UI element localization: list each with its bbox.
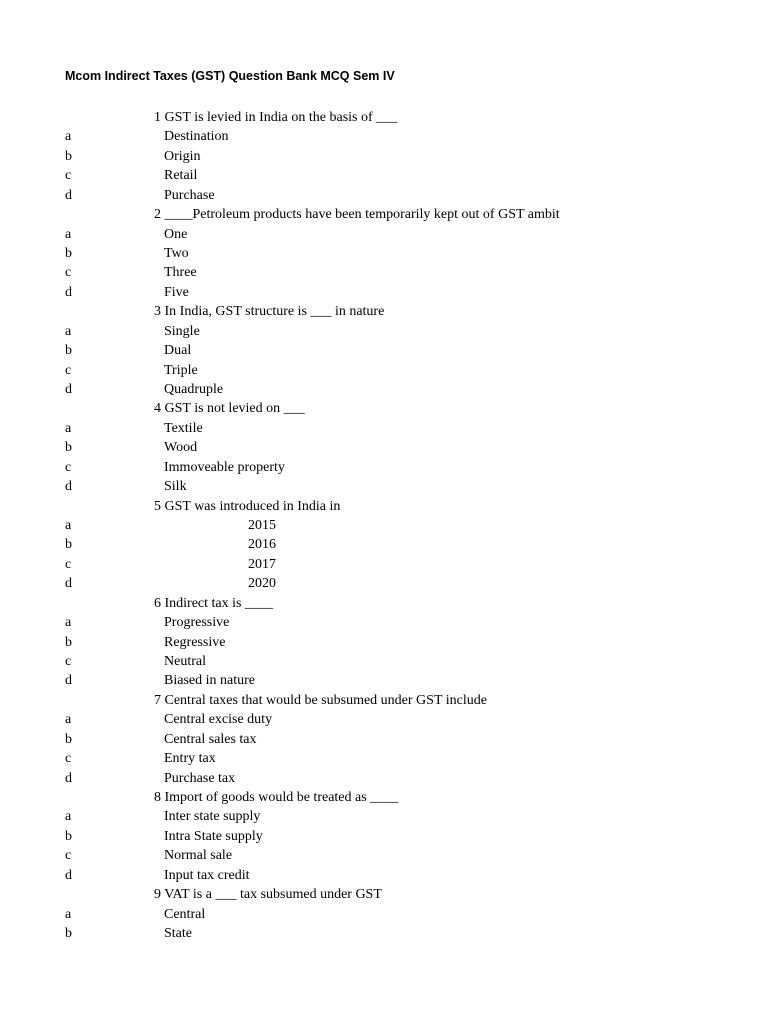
option-text: Biased in nature — [164, 673, 255, 689]
option-text: Entry tax — [164, 751, 216, 767]
option-letter: d — [65, 576, 72, 592]
question — [0, 497, 768, 516]
option-row — [0, 458, 768, 477]
option-text: Neutral — [164, 654, 206, 670]
question-text: 2 ____Petroleum products have been temporarily kept out of GST ambit — [154, 207, 560, 223]
option-text: Three — [164, 265, 197, 281]
option-letter: a — [65, 809, 72, 825]
option-row — [0, 574, 768, 593]
option-text: Purchase — [164, 187, 215, 203]
option-row — [0, 419, 768, 438]
option-text: Central — [164, 906, 206, 922]
option-row — [0, 438, 768, 457]
option-letter: d — [65, 867, 72, 883]
question — [0, 399, 768, 418]
option-text: Origin — [164, 148, 201, 164]
option-letter: b — [65, 634, 72, 650]
option-text: Immoveable property — [164, 459, 285, 475]
question-text: 6 Indirect tax is ____ — [154, 595, 273, 611]
option-text: 2015 — [248, 518, 276, 534]
option-text: Retail — [164, 168, 198, 184]
question-text: 4 GST is not levied on ___ — [154, 401, 305, 417]
option-row — [0, 127, 768, 146]
option-letter: b — [65, 828, 72, 844]
option-text: Two — [164, 246, 189, 261]
option-letter: a — [65, 420, 72, 436]
option-row — [0, 225, 768, 244]
option-row — [0, 535, 768, 554]
option-text: Progressive — [164, 615, 230, 631]
option-row — [0, 652, 768, 671]
option-letter: a — [65, 615, 72, 631]
option-row — [0, 671, 768, 690]
option-text: Five — [164, 284, 189, 300]
option-row — [0, 710, 768, 729]
option-letter: d — [65, 673, 72, 689]
option-row — [0, 846, 768, 865]
question-text: 7 Central taxes that would be subsumed under GST include — [154, 692, 487, 708]
option-text: Central excise duty — [164, 712, 273, 728]
option-row — [0, 516, 768, 535]
option-text: 2017 — [248, 556, 276, 572]
option-row — [0, 341, 768, 360]
option-row — [0, 730, 768, 749]
option-letter: a — [65, 712, 72, 728]
question — [0, 302, 768, 321]
option-text: Regressive — [164, 634, 226, 650]
option-letter: b — [65, 926, 72, 942]
option-letter: a — [65, 906, 72, 922]
option-letter: d — [65, 382, 72, 398]
option-letter: c — [65, 168, 72, 184]
option-letter: d — [65, 770, 72, 786]
option-row — [0, 477, 768, 496]
option-text: Quadruple — [164, 382, 224, 398]
option-letter: c — [65, 654, 72, 670]
option-letter: b — [65, 343, 72, 359]
option-text: 2020 — [248, 576, 276, 592]
option-letter: a — [65, 226, 72, 242]
option-text: Input tax credit — [164, 867, 250, 883]
option-text: Purchase tax — [164, 770, 236, 786]
option-text: Intra State supply — [164, 828, 263, 844]
option-text: State — [164, 926, 192, 942]
question — [0, 885, 768, 904]
option-text: Destination — [164, 129, 229, 145]
option-text: Dual — [164, 343, 192, 359]
option-row — [0, 147, 768, 166]
question-text: 5 GST was introduced in India in — [154, 498, 341, 514]
option-text: 2016 — [248, 537, 276, 553]
option-text: Silk — [164, 479, 187, 495]
question-text: 3 In India, GST structure is ___ in nature — [154, 304, 385, 320]
option-letter: c — [65, 459, 72, 475]
option-text: Normal sale — [164, 848, 233, 864]
option-row — [0, 244, 768, 263]
option-letter: c — [65, 265, 72, 281]
option-letter: b — [65, 148, 72, 164]
option-letter: c — [65, 848, 72, 864]
option-row — [0, 380, 768, 399]
option-text: Single — [164, 323, 200, 339]
option-letter: a — [65, 129, 72, 145]
option-row — [0, 905, 768, 924]
option-letter: d — [65, 284, 72, 300]
option-row — [0, 769, 768, 788]
option-row — [0, 322, 768, 341]
option-letter: b — [65, 537, 72, 553]
option-row — [0, 827, 768, 846]
question — [0, 205, 768, 224]
question — [0, 594, 768, 613]
option-row — [0, 613, 768, 632]
option-row — [0, 283, 768, 302]
option-text: Triple — [164, 362, 198, 378]
question-text: 8 Import of goods would be treated as ____ — [154, 790, 399, 806]
option-letter: d — [65, 479, 72, 495]
question — [0, 788, 768, 807]
page-title: Mcom Indirect Taxes (GST) Question Bank MCQ Sem IV — [65, 69, 395, 83]
question — [0, 691, 768, 710]
option-letter: c — [65, 556, 72, 572]
option-text: Central sales tax — [164, 731, 257, 747]
option-letter: c — [65, 751, 72, 767]
question — [0, 108, 768, 127]
option-text: One — [164, 226, 188, 242]
option-letter: a — [65, 518, 72, 534]
option-letter: d — [65, 187, 72, 203]
option-text: Textile — [164, 420, 203, 436]
option-row — [0, 633, 768, 652]
option-letter: b — [65, 246, 72, 261]
option-row — [0, 263, 768, 282]
option-row — [0, 807, 768, 826]
question-text: 1 GST is levied in India on the basis of ___ — [154, 110, 398, 125]
option-text: Wood — [164, 440, 198, 456]
option-row — [0, 166, 768, 185]
option-row — [0, 186, 768, 205]
option-row — [0, 361, 768, 380]
option-row — [0, 924, 768, 943]
option-letter: a — [65, 323, 72, 339]
option-letter: b — [65, 731, 72, 747]
option-row — [0, 749, 768, 768]
question-text: 9 VAT is a ___ tax subsumed under GST — [154, 887, 382, 903]
option-row — [0, 866, 768, 885]
option-letter: b — [65, 440, 72, 456]
option-letter: c — [65, 362, 72, 378]
option-text: Inter state supply — [164, 809, 261, 825]
option-row — [0, 555, 768, 574]
